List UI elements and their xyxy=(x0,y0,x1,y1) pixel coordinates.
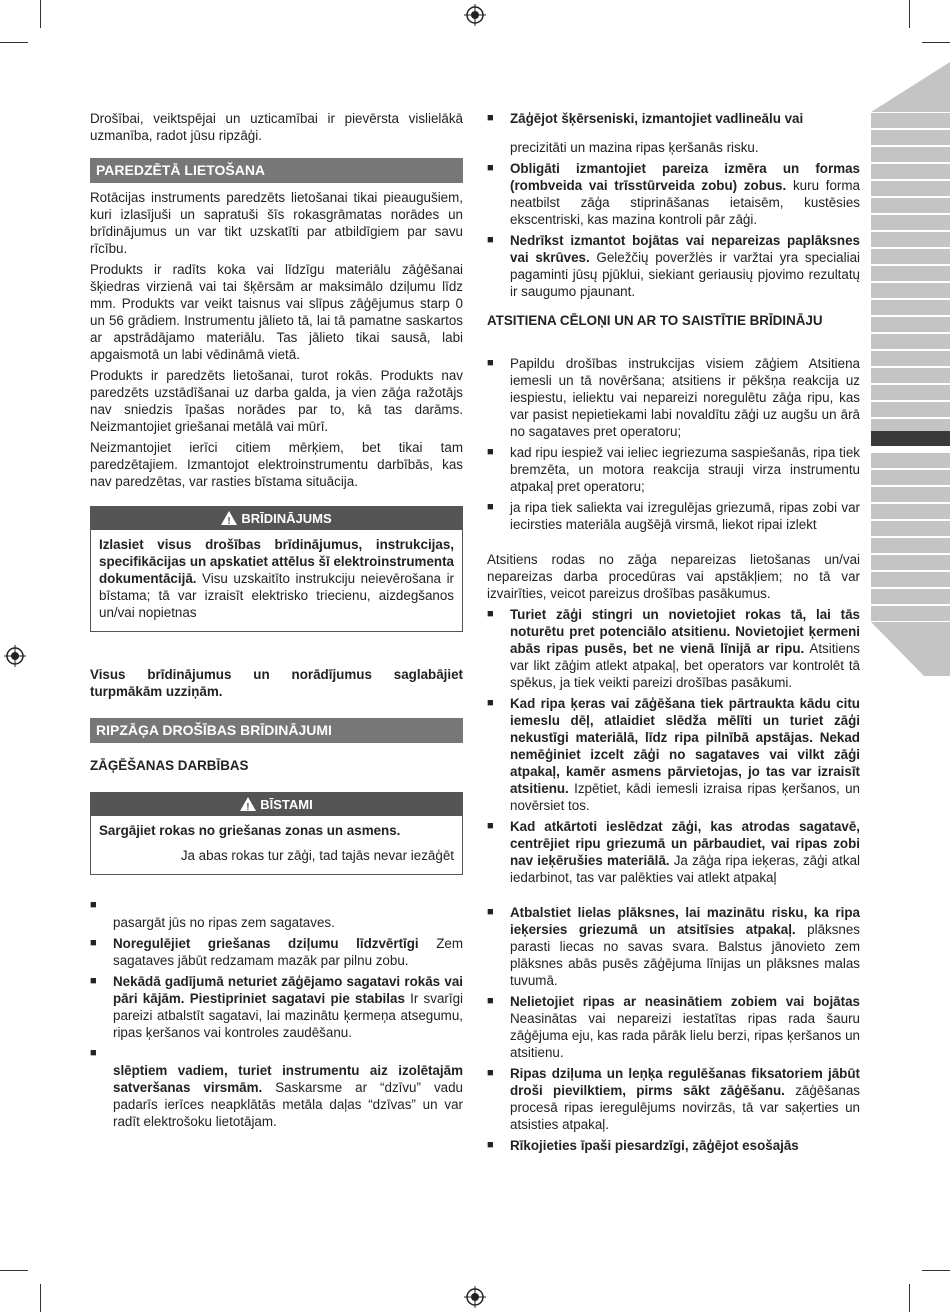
warning-bold-text: Izlasiet visus drošības brīdinājumus, instrukcijas, specifikācijas un apskatiet attēlus šī elektroinstrumenta dokumentācijā. xyxy=(99,537,454,586)
list-item-bold: Obligāti izmantojiet pareiza izmēra un formas (rombveida vai trīsstūrveida zobu) zobus. xyxy=(510,161,860,193)
left-column xyxy=(90,110,463,1134)
list-item-bold: Atbalstiet lielas plāksnes, lai mazinātu risku, ka ripa ieķersies griezumā un atsitīsies atpakaļ. xyxy=(510,905,860,937)
bullet-icon: ■ xyxy=(487,446,494,458)
list-item xyxy=(487,499,860,533)
right-column xyxy=(487,110,860,1158)
list-item-text: kad ripu iespiež vai ieliec iegriezuma saspiešanās, ripa tiek bremzēta, un motora reakcija strauji virza instrumentu atpakaļ pret operatoru; xyxy=(510,445,860,494)
language-tab xyxy=(871,385,950,400)
language-tab xyxy=(871,232,950,247)
language-tab xyxy=(871,453,950,468)
right-bottom-bullet-list xyxy=(487,606,860,1154)
bullet-icon: ■ xyxy=(487,234,494,246)
danger-bold-text xyxy=(99,822,454,839)
list-item-text: Izpētiet, kādi iemesli izraisa ripas ķeršanos, un novērsiet tos. xyxy=(510,781,860,813)
language-tabs xyxy=(871,62,950,676)
danger-box xyxy=(90,792,463,875)
language-tab xyxy=(871,300,950,315)
crop-mark xyxy=(0,1270,28,1271)
list-item-text: plāksnes parasti liecas no savas svara. Balstus jānovieto zem plāksnes abās pusēs zāģējuma līnijas un plāksnes malas tuvumā. xyxy=(510,922,861,988)
crop-mark xyxy=(40,0,41,28)
list-item-bold: Zāģējot šķērseniski, izmantojiet vadlineālu vai xyxy=(510,111,804,126)
language-tab xyxy=(871,368,950,383)
right-top-bullet-list xyxy=(487,110,860,300)
language-tab xyxy=(871,215,950,230)
list-item-bold: Nekādā gadījumā neturiet zāģējamo sagatavi rokās vai pāri kājām. Piestipriniet sagatavi pie stabilas xyxy=(113,974,463,1006)
language-tab xyxy=(871,113,950,128)
keep-note xyxy=(90,666,463,700)
language-tab xyxy=(871,130,950,145)
kickback-bullet-list xyxy=(487,355,860,533)
list-item-bold: Nelietojiet ripas ar neasinātiem zobiem vai bojātas xyxy=(510,994,860,1009)
bullet-icon: ■ xyxy=(487,995,494,1007)
bullet-icon: ■ xyxy=(487,112,494,124)
bullet-icon: ■ xyxy=(90,975,97,987)
warning-title: BRĪDINĀJUMS xyxy=(241,511,332,526)
list-item-text: Atsitiens var likt zāģim atlekt atpakaļ, bet operators var kontrolēt tā spēkus, ja tiek veikti pareizi drošības pasākumi. xyxy=(510,641,860,690)
bullet-icon: ■ xyxy=(487,820,494,832)
danger-text: Ja abas rokas tur zāģi, tad tajās nevar iezāģēt xyxy=(180,848,454,863)
paragraph: Neizmantojiet ierīci citiem mērķiem, bet tikai tam paredzētajiem. Izmantojot elektroinstrumentu darbībās, kas nav paredzētas, var rasties bīstama situācija. xyxy=(90,440,463,489)
list-item-text: pasargāt jūs no ripas zem sagataves. xyxy=(113,915,335,930)
language-tab xyxy=(871,283,950,298)
crop-mark xyxy=(909,0,910,28)
language-tab xyxy=(871,572,950,587)
list-item xyxy=(487,1065,860,1133)
list-item-bold: Kad ripa ķeras vai zāģēšana tiek pārtraukta kādu citu iemeslu dēļ, atlaidiet slēdža mēlīti un turiet zāģi nekustīgi materiālā, līdz ripa pilnībā apstājas. Nekad nemēģiniet izcelt zāģi no sagataves vai vilkt zāģi atpakaļ, kamēr asmens pārvietojas, jo tas var izraisīt atsitienu. xyxy=(510,696,860,796)
language-tab xyxy=(871,317,950,332)
section-heading-intended-use: PAREDZĒTĀ LIETOŠANA xyxy=(90,158,463,183)
list-item xyxy=(487,818,860,886)
language-tab xyxy=(871,147,950,162)
bullet-icon: ■ xyxy=(90,899,97,911)
bullet-icon: ■ xyxy=(487,1139,494,1151)
list-item xyxy=(487,444,860,495)
language-tab xyxy=(871,181,950,196)
paragraph: Rotācijas instruments paredzēts lietošanai tikai pieaugušiem, kuri izlasījuši un sapratuši šīs rokasgrāmatas norādes un brīdinājumus un var tikt uzskatīti par atbildīgiem par savu rīcību. xyxy=(90,190,463,256)
warning-text: Visu uzskaitīto instrukciju neievērošana ir bīstama; tā var izraisīt elektrisko triecienu, aizdegšanos un/vai nopietnas xyxy=(99,571,454,620)
bullet-icon: ■ xyxy=(487,357,494,369)
language-tab xyxy=(871,487,950,502)
list-item-bold: Ripas dziļuma un leņķa regulēšanas fiksatoriem jābūt droši pievilktiem, pirms sākt zāģēšanu. xyxy=(510,1066,860,1098)
tabs-bottom-wedge xyxy=(871,622,950,682)
language-tab xyxy=(871,504,950,519)
list-item-text: Papildu drošības instrukcijas visiem zāģiem Atsitiena iemesli un tā novēršana; atsitiens ir pēkšņa reakcija uz iespiestu, ieliektu vai nepareizi noregulētu zāģa ripu, kas var pasist nepietiekami labi novaldītu zāģi uz augšu un ārā no sagataves pret operatoru; xyxy=(510,356,860,439)
danger-box-body xyxy=(91,816,462,874)
language-tab xyxy=(871,249,950,264)
list-item-bold: Nedrīkst izmantot bojātas vai nepareizas paplāksnes vai skrūves. xyxy=(510,233,860,265)
language-tab xyxy=(871,521,950,536)
language-tab xyxy=(871,470,950,485)
kickback-heading: ATSITIENA CĒLOŅI UN AR TO SAISTĪTIE BRĪDINĀJU xyxy=(487,313,823,328)
crop-mark xyxy=(922,1270,950,1271)
list-item xyxy=(487,160,860,228)
language-tab xyxy=(871,402,950,417)
list-item xyxy=(90,973,463,1041)
language-tab xyxy=(871,164,950,179)
subheading-sawing-operations: ZĀĢĒŠANAS DARBĪBAS xyxy=(90,758,249,773)
warning-triangle-icon xyxy=(221,511,237,525)
danger-bold: Sargājiet rokas no griešanas zonas un asmens. xyxy=(99,823,401,838)
list-item-bold: Noregulējiet griešanas dziļumu līdzvērtīgi xyxy=(113,936,419,951)
list-item xyxy=(487,904,860,989)
crop-mark xyxy=(0,42,28,43)
language-tab xyxy=(871,351,950,366)
paragraph: Produkts ir paredzēts lietošanai, turot rokās. Produkts nav paredzēts uzstādīšanai uz darba galda, ja vien zāģa ražotājs nav sniedzis īpašas norādes par to, kā tas darāms. Neizmantojiet griešanai metālā vai mūrī. xyxy=(90,368,463,434)
list-item-bold: Rīkojieties īpaši piesardzīgi, zāģējot esošajās xyxy=(510,1138,799,1153)
list-item-text: Ja zāģa ripa ieķeras, zāģi atkal iedarbinot, tas var palēkties vai atlekt atpakaļ xyxy=(510,853,860,885)
list-item xyxy=(487,232,860,300)
language-tab xyxy=(871,334,950,349)
language-tab xyxy=(871,606,950,621)
language-tab xyxy=(871,555,950,570)
kickback-paragraph: Atsitiens rodas no zāģa nepareizas lietošanas un/vai nepareizas darba procedūras vai apstākļiem; no tā var izvairīties, veicot pareizus drošības pasākumus. xyxy=(487,552,860,601)
language-tab xyxy=(871,266,950,281)
list-item xyxy=(90,935,463,969)
keep-note-text: Visus brīdinājumus un norādījumus saglabājiet turpmākām uzziņām. xyxy=(90,667,463,699)
registration-mark-icon xyxy=(4,645,26,667)
danger-title: BĪSTAMI xyxy=(260,797,313,812)
danger-box-header xyxy=(91,793,462,816)
left-bullet-list xyxy=(90,897,463,1130)
list-item-bold: Kad atkārtoti ieslēdzat zāģi, kas atrodas sagatavē, centrējiet ripu griezumā un pārbaudiet, vai ripas zobi nav ieķērušies materiālā. xyxy=(510,819,860,868)
bullet-icon: ■ xyxy=(90,937,97,949)
list-item xyxy=(487,606,860,691)
list-item-text: Neasinātas vai nepareizi iestatītas ripas rada šauru zāģējuma eju, kas rada pārāk lielu berzi, ripas ķeršanos un atsitienu. xyxy=(510,1011,860,1060)
language-tab xyxy=(871,589,950,604)
list-item-text: precizitāti un mazina ripas ķeršanās risku. xyxy=(510,140,759,155)
warning-box-body xyxy=(91,530,462,631)
bullet-icon: ■ xyxy=(487,501,494,513)
crop-mark xyxy=(909,1284,910,1312)
list-item-text: zāģēšanas procesā ripas ieregulējums novirzās, tā var saķerties un atsisties atpakaļ. xyxy=(510,1083,860,1132)
list-item-text: kuru forma neatbilst zāģa stiprināšanas ietaisēm, kustēsies ekscentriski, kas mazina kontroli pār zāģi. xyxy=(510,178,860,227)
list-item xyxy=(90,1045,463,1130)
list-item-text: Geležčių poveržlės ir varžtai yra specialiai pagaminti jūsų pjūklui, siekiant geriausių pjovimo rezultatų ir saugumo pjaunant. xyxy=(510,250,860,299)
list-item xyxy=(90,897,463,931)
bullet-icon: ■ xyxy=(90,1047,97,1059)
intro-text: Drošībai, veiktspējai un uzticamībai ir pievērsta vislielākā uzmanība, radot jūsu ripzāģi. xyxy=(90,111,463,143)
bullet-icon: ■ xyxy=(487,906,494,918)
language-tab-active xyxy=(871,431,950,446)
warning-box xyxy=(90,506,463,632)
list-item xyxy=(487,1137,860,1154)
registration-mark-icon xyxy=(464,4,486,26)
bullet-icon: ■ xyxy=(487,697,494,709)
list-item xyxy=(487,110,860,156)
list-item-text: Zem sagataves jābūt redzamam mazāk par pilnu zobu. xyxy=(113,936,463,968)
crop-mark xyxy=(922,42,950,43)
language-tab xyxy=(871,198,950,213)
warning-box-header xyxy=(91,507,462,530)
tabs-top-wedge xyxy=(871,62,950,112)
paragraph: Produkts ir radīts koka vai līdzīgu materiālu zāģēšanai šķiedras virzienā vai tai šķērsām ar maksimālo dziļumu līdz mm. Produkts var veikt taisnus vai slīpus zāģējumus starp 0 un 56 grādiem. Instrumentu jālieto tā, lai tā pamatne saskartos ar apstrādājamo materiālu. Tas jālieto tikai sausā, labi apgaismotā un labi vēdināmā vietā. xyxy=(90,262,463,362)
danger-triangle-icon xyxy=(240,797,256,811)
list-item-text: Ir svarīgi pareizi atbalstīt sagatavi, lai mazinātu ķermeņa atsegumu, ripas ķeršanos vai kontroles zaudēšanu. xyxy=(113,991,464,1040)
registration-mark-icon xyxy=(464,1286,486,1308)
bullet-icon: ■ xyxy=(487,1067,494,1079)
list-item-bold: Turiet zāģi stingri un novietojiet rokas tā, lai tās noturētu pret potenciālo atsitienu. Novietojiet ķermeni abās ripas pusēs, bet ne vienā līnijā ar ripu. xyxy=(510,607,860,656)
bullet-icon: ■ xyxy=(487,162,494,174)
list-item xyxy=(487,695,860,814)
list-item-bold: slēptiem vadiem, turiet instrumentu aiz izolētajām satveršanas virsmām. xyxy=(113,1063,463,1095)
bullet-icon: ■ xyxy=(487,608,494,620)
list-item-text: Saskarsme ar “dzīvu” vadu padarīs ierīces neapklātās metāla daļas “dzīvas” un var radīt elektrošoku lietotājam. xyxy=(113,1080,463,1129)
crop-mark xyxy=(40,1284,41,1312)
language-tab xyxy=(871,538,950,553)
list-item xyxy=(487,993,860,1061)
section-heading-saw-safety: RIPZĀĢA DROŠĪBAS BRĪDINĀJUMI xyxy=(90,718,463,743)
list-item xyxy=(487,355,860,440)
list-item-text: ja ripa tiek saliekta vai izregulējas griezumā, ripas zobi var iecirsties materiāla augšējā virsmā, liekot ripai izlekt xyxy=(510,500,860,532)
